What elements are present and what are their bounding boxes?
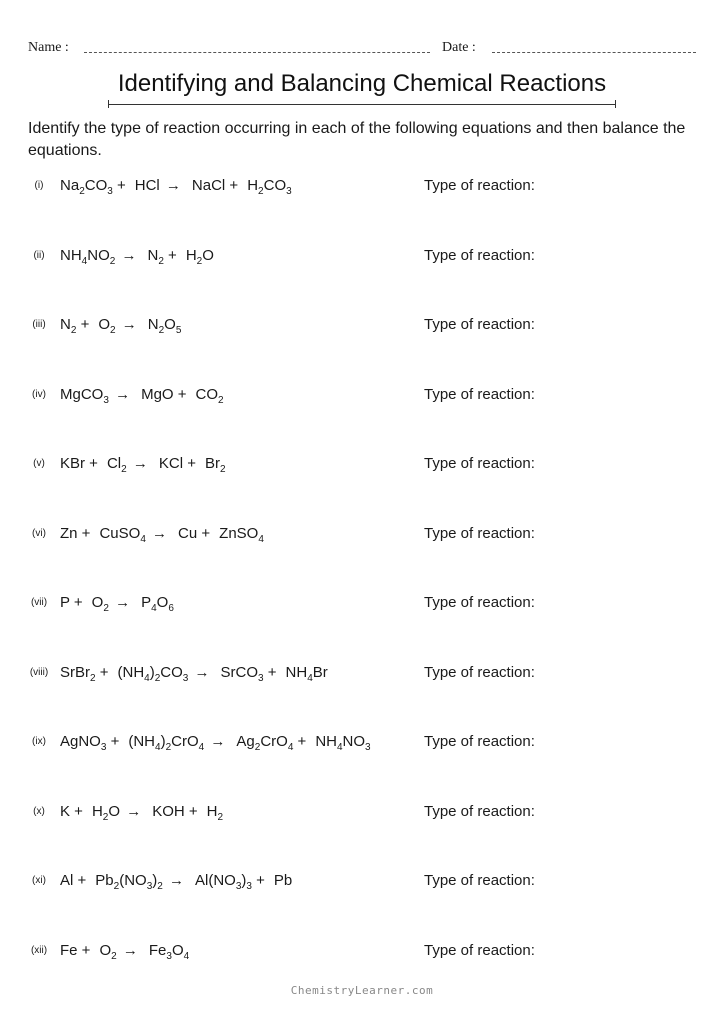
chemical-formula: $(NH_4)_2CO_3$ [117,663,189,684]
chemical-equation [60,246,214,267]
plus-sign: + [112,177,126,194]
type-of-reaction-label: Type of reaction: [424,872,535,889]
chemical-formula: $N_2$ [147,246,164,267]
reaction-arrow-icon: → [115,385,131,403]
chemical-formula: MgCO$_3$ [60,385,109,406]
question-number: (xii) [30,944,48,956]
question-number: (v) [33,458,45,469]
chemical-formula: MgO [141,385,174,403]
question-number: (i) [34,180,44,191]
chemical-formula: SrCO$_3$ [220,663,264,684]
chemical-formula: $P_4O_6$ [141,594,174,614]
question-row [0,591,724,617]
reaction-arrow-icon: → [165,177,181,194]
question-number: (x) [33,805,45,817]
chemical-formula: KBr [60,455,86,472]
title-underline [108,104,616,105]
chemical-formula: $Br_2$ [204,455,226,475]
plus-sign: + [76,316,90,333]
type-of-reaction-label: Type of reaction: [424,246,535,264]
chemical-formula: $CO_2$ [195,385,224,406]
question-number: (vi) [32,527,46,539]
date-field-line[interactable] [492,52,696,53]
plus-sign: + [163,246,177,264]
chemical-formula: AgNO$_3$ [60,733,107,753]
chemical-formula: K [60,802,71,820]
question-number: (ii) [33,249,45,261]
reaction-arrow-icon: → [210,733,226,750]
instructions: Identify the type of reaction occurring in each of the following equations and then balance the equations. [28,120,686,159]
plus-sign: + [77,524,91,542]
chemical-formula: $NH_4NO_2$ [60,246,116,267]
chemical-formula: $N_2$ [60,316,77,336]
chemical-equation [60,594,174,614]
question-number: (ix) [32,736,46,747]
chemical-formula: $H_2CO_3$ [247,177,292,197]
reaction-arrow-icon: → [121,246,137,264]
chemical-formula: Cu [178,524,198,542]
plus-sign: + [293,733,307,750]
question-number: (iii) [32,319,46,330]
chemical-equation [60,177,292,197]
chemical-formula: $O_2$ [99,941,117,962]
question-number: (iv) [32,388,46,400]
chemical-formula: $O_2$ [91,594,109,614]
plus-sign: + [183,455,196,472]
question-row [0,174,724,200]
reaction-arrow-icon: → [152,524,168,542]
type-of-reaction-label: Type of reaction: [424,385,535,403]
chemical-equation [60,872,293,892]
chemical-formula: Al [60,872,74,889]
chemical-equation [60,385,224,406]
plus-sign: + [173,385,187,403]
chemical-formula: $Cl_2$ [106,455,127,475]
question-row [0,800,724,826]
reaction-arrow-icon: → [132,455,148,472]
question-row [0,939,724,965]
chemical-formula: $Pb_2(NO_3)_2$ [95,872,163,892]
name-field-line[interactable] [84,52,430,53]
reaction-arrow-icon: → [122,941,138,959]
chemical-formula: $(NH_4)_2CrO_4$ [128,733,205,753]
date-label: Date : [442,40,476,55]
chemical-formula: $NH_4NO_3$ [315,733,371,753]
chemical-equation [60,663,328,684]
chemical-equation [60,733,371,753]
question-row [0,244,724,270]
footer-credit: ChemistryLearner.com [290,984,434,997]
chemical-formula: P [60,594,70,611]
question-row [0,313,724,339]
reaction-arrow-icon: → [194,663,210,681]
plus-sign: + [184,802,198,820]
chemical-formula: CuSO$_4$ [99,524,146,545]
chemical-formula: $N_2O_5$ [147,316,182,336]
chemical-formula: Fe [60,941,78,959]
chemical-formula: SrBr$_2$ [60,663,96,684]
chemical-formula: KCl [158,455,184,472]
reaction-arrow-icon: → [126,802,142,820]
chemical-equation [60,802,224,823]
type-of-reaction-label: Type of reaction: [424,455,535,472]
reaction-arrow-icon: → [115,594,131,611]
question-row [0,661,724,687]
chemical-formula: $H_2O$ [91,802,121,823]
reaction-arrow-icon: → [121,316,137,333]
chemical-equation [60,455,226,475]
plus-sign: + [85,455,98,472]
plus-sign: + [106,733,120,750]
chemical-formula: $O_2$ [98,316,116,336]
chemical-formula: KOH [152,802,185,820]
chemical-formula: ZnSO$_4$ [219,524,264,545]
plus-sign: + [197,524,211,542]
plus-sign: + [263,663,277,681]
question-number: (viii) [29,666,49,678]
type-of-reaction-label: Type of reaction: [424,594,535,611]
type-of-reaction-label: Type of reaction: [424,733,535,750]
chemical-formula: $Fe_3O_4$ [148,941,190,962]
chemical-formula: Pb [273,872,293,889]
question-row [0,452,724,478]
chemical-equation [60,941,190,962]
chemical-equation [60,316,182,336]
question-number: (xi) [32,875,46,886]
header [28,40,696,60]
question-row [0,869,724,895]
type-of-reaction-label: Type of reaction: [424,177,535,194]
chemical-formula: $H_2O$ [185,246,214,267]
chemical-formula: $Na_2CO_3$ [60,177,113,197]
plus-sign: + [95,663,109,681]
question-row [0,383,724,409]
plus-sign: + [69,594,83,611]
type-of-reaction-label: Type of reaction: [424,941,535,959]
type-of-reaction-label: Type of reaction: [424,663,535,681]
page-title: Identifying and Balancing Chemical Reactions [117,70,607,97]
chemical-formula: $H_2$ [206,802,224,823]
plus-sign: + [70,802,83,820]
plus-sign: + [251,872,265,889]
plus-sign: + [77,941,91,959]
chemical-formula: HCl [134,177,160,194]
type-of-reaction-label: Type of reaction: [424,316,535,333]
question-row [0,730,724,756]
type-of-reaction-label: Type of reaction: [424,802,535,820]
name-label: Name : [28,40,69,55]
chemical-formula: $NH_4Br$ [285,663,328,684]
question-row [0,522,724,548]
chemical-formula: NaCl [191,177,226,194]
chemical-formula: Zn [60,524,78,542]
chemical-formula: $Al(NO_3)_3$ [195,872,252,892]
plus-sign: + [225,177,239,194]
type-of-reaction-label: Type of reaction: [424,524,535,542]
plus-sign: + [73,872,87,889]
chemical-equation [60,524,264,545]
chemical-formula: $Ag_2CrO_4$ [236,733,294,753]
question-number: (vii) [30,597,48,608]
reaction-arrow-icon: → [169,872,184,889]
